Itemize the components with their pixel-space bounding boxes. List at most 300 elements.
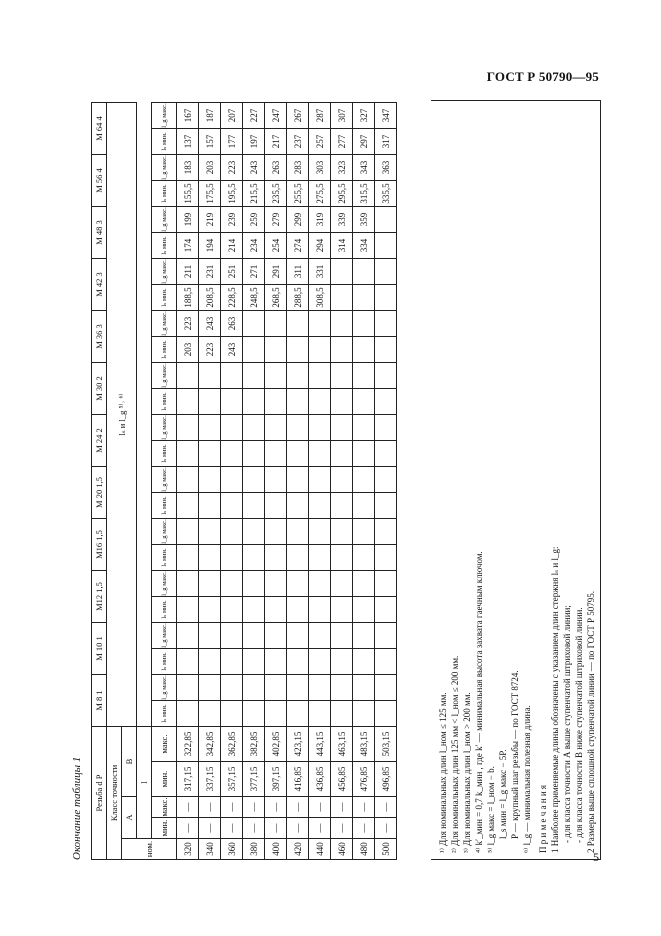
length-value-cell <box>243 337 265 363</box>
table-row <box>287 103 309 860</box>
length-value-cell <box>177 571 199 597</box>
table-row <box>375 103 397 860</box>
nominal-length-cell: 320 <box>177 839 199 860</box>
length-value-cell <box>353 519 375 545</box>
footnote: ¹⁾ Для номинальных длин l_ном ≤ 125 мм. <box>438 692 448 853</box>
length-value-cell: 223 <box>221 155 243 181</box>
length-value-cell: 208,5 <box>199 285 221 311</box>
length-value-cell <box>309 441 331 467</box>
length-value-cell: 231 <box>199 259 221 285</box>
nominal-length-cell: 360 <box>221 839 243 860</box>
length-value-cell <box>309 389 331 415</box>
ls-min-header: lₛ мин. <box>152 285 177 311</box>
class-b-max-cell: 342,85 <box>199 727 221 762</box>
length-value-cell <box>199 363 221 389</box>
length-value-cell <box>287 493 309 519</box>
length-value-cell: 175,5 <box>199 181 221 207</box>
footnote: P — крупный шаг резьбы — по ГОСТ 8724. <box>510 670 520 839</box>
note-item: 2 Размеры выше сплошной ступенчатой линии — по ГОСТ Р 50795. <box>586 590 596 853</box>
length-value-cell <box>309 337 331 363</box>
length-value-cell <box>331 545 353 571</box>
length-value-cell: 331 <box>309 259 331 285</box>
length-value-cell <box>199 649 221 675</box>
ls-min-header: lₛ мин. <box>152 129 177 155</box>
ls-min-header: lₛ мин. <box>152 545 177 571</box>
length-value-cell <box>243 493 265 519</box>
class-b-min-cell: 496,85 <box>375 762 397 797</box>
length-value-cell <box>243 597 265 623</box>
lg-max-header: l_g макс. <box>152 675 177 701</box>
length-value-cell <box>287 649 309 675</box>
length-value-cell: 287 <box>309 103 331 129</box>
length-value-cell <box>287 467 309 493</box>
length-value-cell <box>243 389 265 415</box>
length-value-cell <box>309 701 331 727</box>
length-value-cell <box>331 597 353 623</box>
footnote: ⁴⁾ k′_мин = 0,7 k_мин , где k′ — минимальная высота захвата гаечным ключом. <box>474 551 484 853</box>
class-a-min-cell: — <box>375 818 397 839</box>
thread-header: Резьба d P <box>92 727 107 860</box>
length-value-cell <box>309 675 331 701</box>
length-value-cell <box>177 597 199 623</box>
length-value-cell <box>199 415 221 441</box>
class-a-max-cell: — <box>331 797 353 818</box>
length-value-cell: 314 <box>331 233 353 259</box>
length-value-cell <box>177 493 199 519</box>
class-a-max-cell: — <box>309 797 331 818</box>
length-value-cell <box>309 363 331 389</box>
length-value-cell <box>265 571 287 597</box>
class-b-min-cell: 436,85 <box>309 762 331 797</box>
length-value-cell <box>375 597 397 623</box>
class-a-min-cell: — <box>177 818 199 839</box>
length-value-cell <box>353 285 375 311</box>
length-value-cell: 254 <box>265 233 287 259</box>
length-value-cell: 259 <box>243 207 265 233</box>
nominal-length-cell: 420 <box>287 839 309 860</box>
length-value-cell: 295,5 <box>331 181 353 207</box>
length-value-cell: 343 <box>353 155 375 181</box>
length-value-cell <box>353 363 375 389</box>
b-max-header: макс. <box>152 727 177 762</box>
class-b-min-cell: 416,85 <box>287 762 309 797</box>
dimensions-table <box>91 102 397 860</box>
length-value-cell <box>199 389 221 415</box>
length-value-cell <box>309 571 331 597</box>
length-value-cell <box>375 649 397 675</box>
length-value-cell <box>353 311 375 337</box>
size-header: M 10 1 <box>92 623 107 675</box>
length-value-cell <box>265 311 287 337</box>
class-a-max-cell: — <box>177 797 199 818</box>
size-header: M 48 3 <box>92 207 107 259</box>
length-value-cell <box>221 597 243 623</box>
length-value-cell: 275,5 <box>309 181 331 207</box>
class-a-max-cell: — <box>243 797 265 818</box>
length-value-cell: 317 <box>375 129 397 155</box>
length-value-cell <box>265 467 287 493</box>
table-row <box>265 103 287 860</box>
length-value-cell <box>331 675 353 701</box>
lg-max-header: l_g макс. <box>152 103 177 129</box>
length-value-cell <box>331 311 353 337</box>
ls-min-header: lₛ мин. <box>152 441 177 467</box>
length-value-cell: 291 <box>265 259 287 285</box>
length-value-cell <box>287 519 309 545</box>
length-value-cell: 177 <box>221 129 243 155</box>
length-value-cell <box>221 519 243 545</box>
length-value-cell: 215,5 <box>243 181 265 207</box>
length-value-cell: 263 <box>265 155 287 181</box>
lg-max-header: l_g макс. <box>152 571 177 597</box>
ls-min-header: lₛ мин. <box>152 181 177 207</box>
class-b-header: В <box>122 727 137 797</box>
length-value-cell <box>375 467 397 493</box>
length-value-cell <box>375 519 397 545</box>
length-value-cell <box>243 467 265 493</box>
length-value-cell <box>265 441 287 467</box>
length-value-cell <box>199 519 221 545</box>
size-header: M 20 1,5 <box>92 467 107 519</box>
length-value-cell <box>177 649 199 675</box>
length-value-cell <box>199 441 221 467</box>
lg-max-header: l_g макс. <box>152 311 177 337</box>
class-b-max-cell: 362,85 <box>221 727 243 762</box>
length-value-cell <box>331 519 353 545</box>
length-value-cell <box>309 519 331 545</box>
class-b-max-cell: 402,85 <box>265 727 287 762</box>
ls-min-header: lₛ мин. <box>152 649 177 675</box>
length-value-cell <box>243 571 265 597</box>
length-value-cell: 315,5 <box>353 181 375 207</box>
lg-max-header: l_g макс. <box>152 623 177 649</box>
length-value-cell <box>221 415 243 441</box>
length-value-cell <box>353 623 375 649</box>
length-value-cell <box>221 701 243 727</box>
length-value-cell <box>375 493 397 519</box>
length-value-cell <box>353 701 375 727</box>
footnote: l_s мин = l_g макс − 5P. <box>498 749 508 839</box>
class-b-min-cell: 317,15 <box>177 762 199 797</box>
length-value-cell <box>243 519 265 545</box>
length-value-cell: 257 <box>309 129 331 155</box>
length-value-cell <box>199 467 221 493</box>
class-a-header: А <box>122 797 137 839</box>
length-value-cell: 359 <box>353 207 375 233</box>
length-value-cell <box>177 415 199 441</box>
length-value-cell: 211 <box>177 259 199 285</box>
length-value-cell <box>331 441 353 467</box>
length-value-cell: 217 <box>265 129 287 155</box>
table-frame <box>91 100 601 860</box>
length-value-cell <box>221 623 243 649</box>
length-value-cell: 347 <box>375 103 397 129</box>
length-value-cell <box>287 389 309 415</box>
length-value-cell: 183 <box>177 155 199 181</box>
size-header: M 8 1 <box>92 675 107 727</box>
length-value-cell: 188,5 <box>177 285 199 311</box>
length-value-cell: 251 <box>221 259 243 285</box>
length-value-cell <box>353 571 375 597</box>
length-value-cell <box>353 441 375 467</box>
lg-max-header: l_g макс. <box>152 259 177 285</box>
table-row <box>221 103 243 860</box>
length-value-cell <box>353 259 375 285</box>
length-value-cell <box>287 415 309 441</box>
length-value-cell <box>265 519 287 545</box>
class-a-max-cell: — <box>265 797 287 818</box>
length-value-cell <box>199 675 221 701</box>
ls-min-header: lₛ мин. <box>152 337 177 363</box>
length-value-cell: 137 <box>177 129 199 155</box>
length-value-cell <box>177 363 199 389</box>
length-value-cell <box>375 571 397 597</box>
notes-block <box>431 100 601 860</box>
length-value-cell: 234 <box>243 233 265 259</box>
length-value-cell <box>243 545 265 571</box>
length-value-cell <box>331 701 353 727</box>
length-value-cell <box>265 675 287 701</box>
class-a-min-cell: — <box>287 818 309 839</box>
length-value-cell: 237 <box>287 129 309 155</box>
a-max-header: макс. <box>152 797 177 818</box>
length-value-cell <box>353 649 375 675</box>
length-value-cell <box>265 623 287 649</box>
length-value-cell <box>177 701 199 727</box>
page-number: 5 <box>593 850 599 864</box>
accuracy-header: Класс точности <box>107 727 122 860</box>
class-a-min-cell: — <box>221 818 243 839</box>
class-a-min-cell: — <box>199 818 221 839</box>
length-value-cell <box>221 389 243 415</box>
length-value-cell <box>309 467 331 493</box>
lg-max-header: l_g макс. <box>152 207 177 233</box>
length-value-cell <box>199 545 221 571</box>
length-value-cell <box>265 545 287 571</box>
length-value-cell: 288,5 <box>287 285 309 311</box>
length-value-cell <box>375 415 397 441</box>
class-b-min-cell: 476,85 <box>353 762 375 797</box>
length-value-cell <box>243 649 265 675</box>
length-value-cell: 334 <box>353 233 375 259</box>
length-value-cell: 243 <box>243 155 265 181</box>
class-b-min-cell: 357,15 <box>221 762 243 797</box>
size-header: M16 1,5 <box>92 519 107 571</box>
size-header: M 24 2 <box>92 415 107 467</box>
length-value-cell <box>221 493 243 519</box>
length-value-cell <box>331 415 353 441</box>
length-value-cell: 303 <box>309 155 331 181</box>
length-value-cell <box>353 337 375 363</box>
length-value-cell <box>331 337 353 363</box>
length-value-cell: 335,5 <box>375 181 397 207</box>
length-value-cell <box>177 623 199 649</box>
length-value-cell: 235,5 <box>265 181 287 207</box>
footnote: ³⁾ Для номинальных длин l_ном > 200 мм. <box>462 692 472 853</box>
lg-max-header: l_g макс. <box>152 467 177 493</box>
length-value-cell <box>221 649 243 675</box>
length-value-cell <box>375 675 397 701</box>
table-row <box>243 103 265 860</box>
length-value-cell <box>331 571 353 597</box>
length-value-cell: 248,5 <box>243 285 265 311</box>
length-value-cell: 207 <box>221 103 243 129</box>
length-value-cell <box>353 389 375 415</box>
length-value-cell <box>375 389 397 415</box>
note-item: - для класса точности В ниже ступенчатой штриховой линии. <box>574 607 584 843</box>
length-value-cell <box>375 701 397 727</box>
length-value-cell <box>353 597 375 623</box>
class-b-max-cell: 483,15 <box>353 727 375 762</box>
length-value-cell: 243 <box>221 337 243 363</box>
length-value-cell <box>265 597 287 623</box>
size-header: M 64 4 <box>92 103 107 155</box>
length-value-cell: 327 <box>353 103 375 129</box>
class-b-max-cell: 463,15 <box>331 727 353 762</box>
nominal-length-cell: 340 <box>199 839 221 860</box>
nominal-length-cell: 440 <box>309 839 331 860</box>
lg-max-header: l_g макс. <box>152 155 177 181</box>
table-row <box>309 103 331 860</box>
length-value-cell <box>221 441 243 467</box>
class-a-min-cell: — <box>331 818 353 839</box>
length-value-cell <box>309 545 331 571</box>
length-value-cell <box>199 597 221 623</box>
length-value-cell <box>243 675 265 701</box>
class-a-max-cell: — <box>199 797 221 818</box>
length-value-cell: 203 <box>199 155 221 181</box>
length-value-cell <box>221 545 243 571</box>
b-min-header: мин. <box>152 762 177 797</box>
length-value-cell <box>331 467 353 493</box>
length-value-cell: 243 <box>199 311 221 337</box>
length-value-cell <box>353 467 375 493</box>
length-value-cell <box>375 623 397 649</box>
length-value-cell <box>353 493 375 519</box>
length-value-cell: 339 <box>331 207 353 233</box>
length-value-cell: 323 <box>331 155 353 181</box>
note-item: 1 Наиболее применяемые длины обозначены с указанием длин стержня lₛ и l_g: <box>550 546 560 853</box>
length-value-cell: 294 <box>309 233 331 259</box>
length-value-cell <box>309 649 331 675</box>
length-value-cell <box>309 493 331 519</box>
length-value-cell <box>353 545 375 571</box>
class-b-min-cell: 456,85 <box>331 762 353 797</box>
length-value-cell <box>375 441 397 467</box>
length-value-cell <box>287 571 309 597</box>
size-header: M 36 3 <box>92 311 107 363</box>
length-value-cell: 308,5 <box>309 285 331 311</box>
length-value-cell <box>353 415 375 441</box>
length-value-cell <box>243 623 265 649</box>
class-b-max-cell: 382,85 <box>243 727 265 762</box>
length-value-cell <box>221 571 243 597</box>
nominal-length-cell: 480 <box>353 839 375 860</box>
length-value-cell <box>287 597 309 623</box>
nom-header: ном. <box>122 839 177 860</box>
footnote: ²⁾ Для номинальных длин 125 мм < l_ном ≤ 200 мм. <box>450 655 460 853</box>
length-value-cell <box>199 623 221 649</box>
length-value-cell <box>177 519 199 545</box>
document-header: ГОСТ Р 50790—95 <box>486 69 599 84</box>
length-value-cell <box>287 363 309 389</box>
class-a-min-cell: — <box>265 818 287 839</box>
table-row <box>353 103 375 860</box>
notes-title: П р и м е ч а н и я <box>538 784 548 853</box>
length-value-cell <box>331 363 353 389</box>
length-value-cell <box>309 415 331 441</box>
footnote: ⁵⁾ l_g макс = l_ном − b. <box>486 766 496 853</box>
length-value-cell <box>375 207 397 233</box>
length-value-cell: 167 <box>177 103 199 129</box>
class-a-min-cell: — <box>353 818 375 839</box>
length-value-cell: 277 <box>331 129 353 155</box>
ls-min-header: lₛ мин. <box>152 493 177 519</box>
length-value-cell: 279 <box>265 207 287 233</box>
length-value-cell: 307 <box>331 103 353 129</box>
length-value-cell: 223 <box>177 311 199 337</box>
length-value-cell <box>375 259 397 285</box>
length-value-cell <box>265 493 287 519</box>
length-value-cell <box>331 285 353 311</box>
table-row <box>177 103 199 860</box>
length-value-cell: 223 <box>199 337 221 363</box>
class-b-max-cell: 443,15 <box>309 727 331 762</box>
length-value-cell <box>309 311 331 337</box>
length-value-cell <box>177 675 199 701</box>
length-value-cell <box>265 337 287 363</box>
length-value-cell <box>309 623 331 649</box>
ls-min-header: lₛ мин. <box>152 389 177 415</box>
length-value-cell <box>331 493 353 519</box>
nominal-length-cell: 460 <box>331 839 353 860</box>
length-value-cell: 214 <box>221 233 243 259</box>
length-value-cell <box>199 571 221 597</box>
class-a-max-cell: — <box>221 797 243 818</box>
length-value-cell <box>243 701 265 727</box>
length-value-cell <box>287 337 309 363</box>
class-b-min-cell: 337,15 <box>199 762 221 797</box>
length-value-cell <box>243 441 265 467</box>
length-value-cell: 268,5 <box>265 285 287 311</box>
length-value-cell <box>265 389 287 415</box>
class-b-min-cell: 397,15 <box>265 762 287 797</box>
length-value-cell: 274 <box>287 233 309 259</box>
length-value-cell: 157 <box>199 129 221 155</box>
size-header: M 42 3 <box>92 259 107 311</box>
ls-min-header: lₛ мин. <box>152 233 177 259</box>
length-value-cell <box>243 363 265 389</box>
size-header: M 56 4 <box>92 155 107 207</box>
l-header: l <box>137 727 152 839</box>
length-value-cell <box>287 311 309 337</box>
footnote: ⁶⁾ l_g — минимальная полезная длина. <box>522 705 532 853</box>
length-value-cell <box>353 675 375 701</box>
length-value-cell <box>243 415 265 441</box>
length-value-cell: 263 <box>221 311 243 337</box>
length-value-cell: 155,5 <box>177 181 199 207</box>
class-b-min-cell: 377,15 <box>243 762 265 797</box>
length-value-cell <box>375 545 397 571</box>
length-value-cell <box>177 545 199 571</box>
class-b-max-cell: 423,15 <box>287 727 309 762</box>
lg-max-header: l_g макс. <box>152 415 177 441</box>
table-row <box>331 103 353 860</box>
length-value-cell <box>243 311 265 337</box>
length-value-cell: 219 <box>199 207 221 233</box>
length-value-cell: 283 <box>287 155 309 181</box>
length-value-cell <box>221 363 243 389</box>
